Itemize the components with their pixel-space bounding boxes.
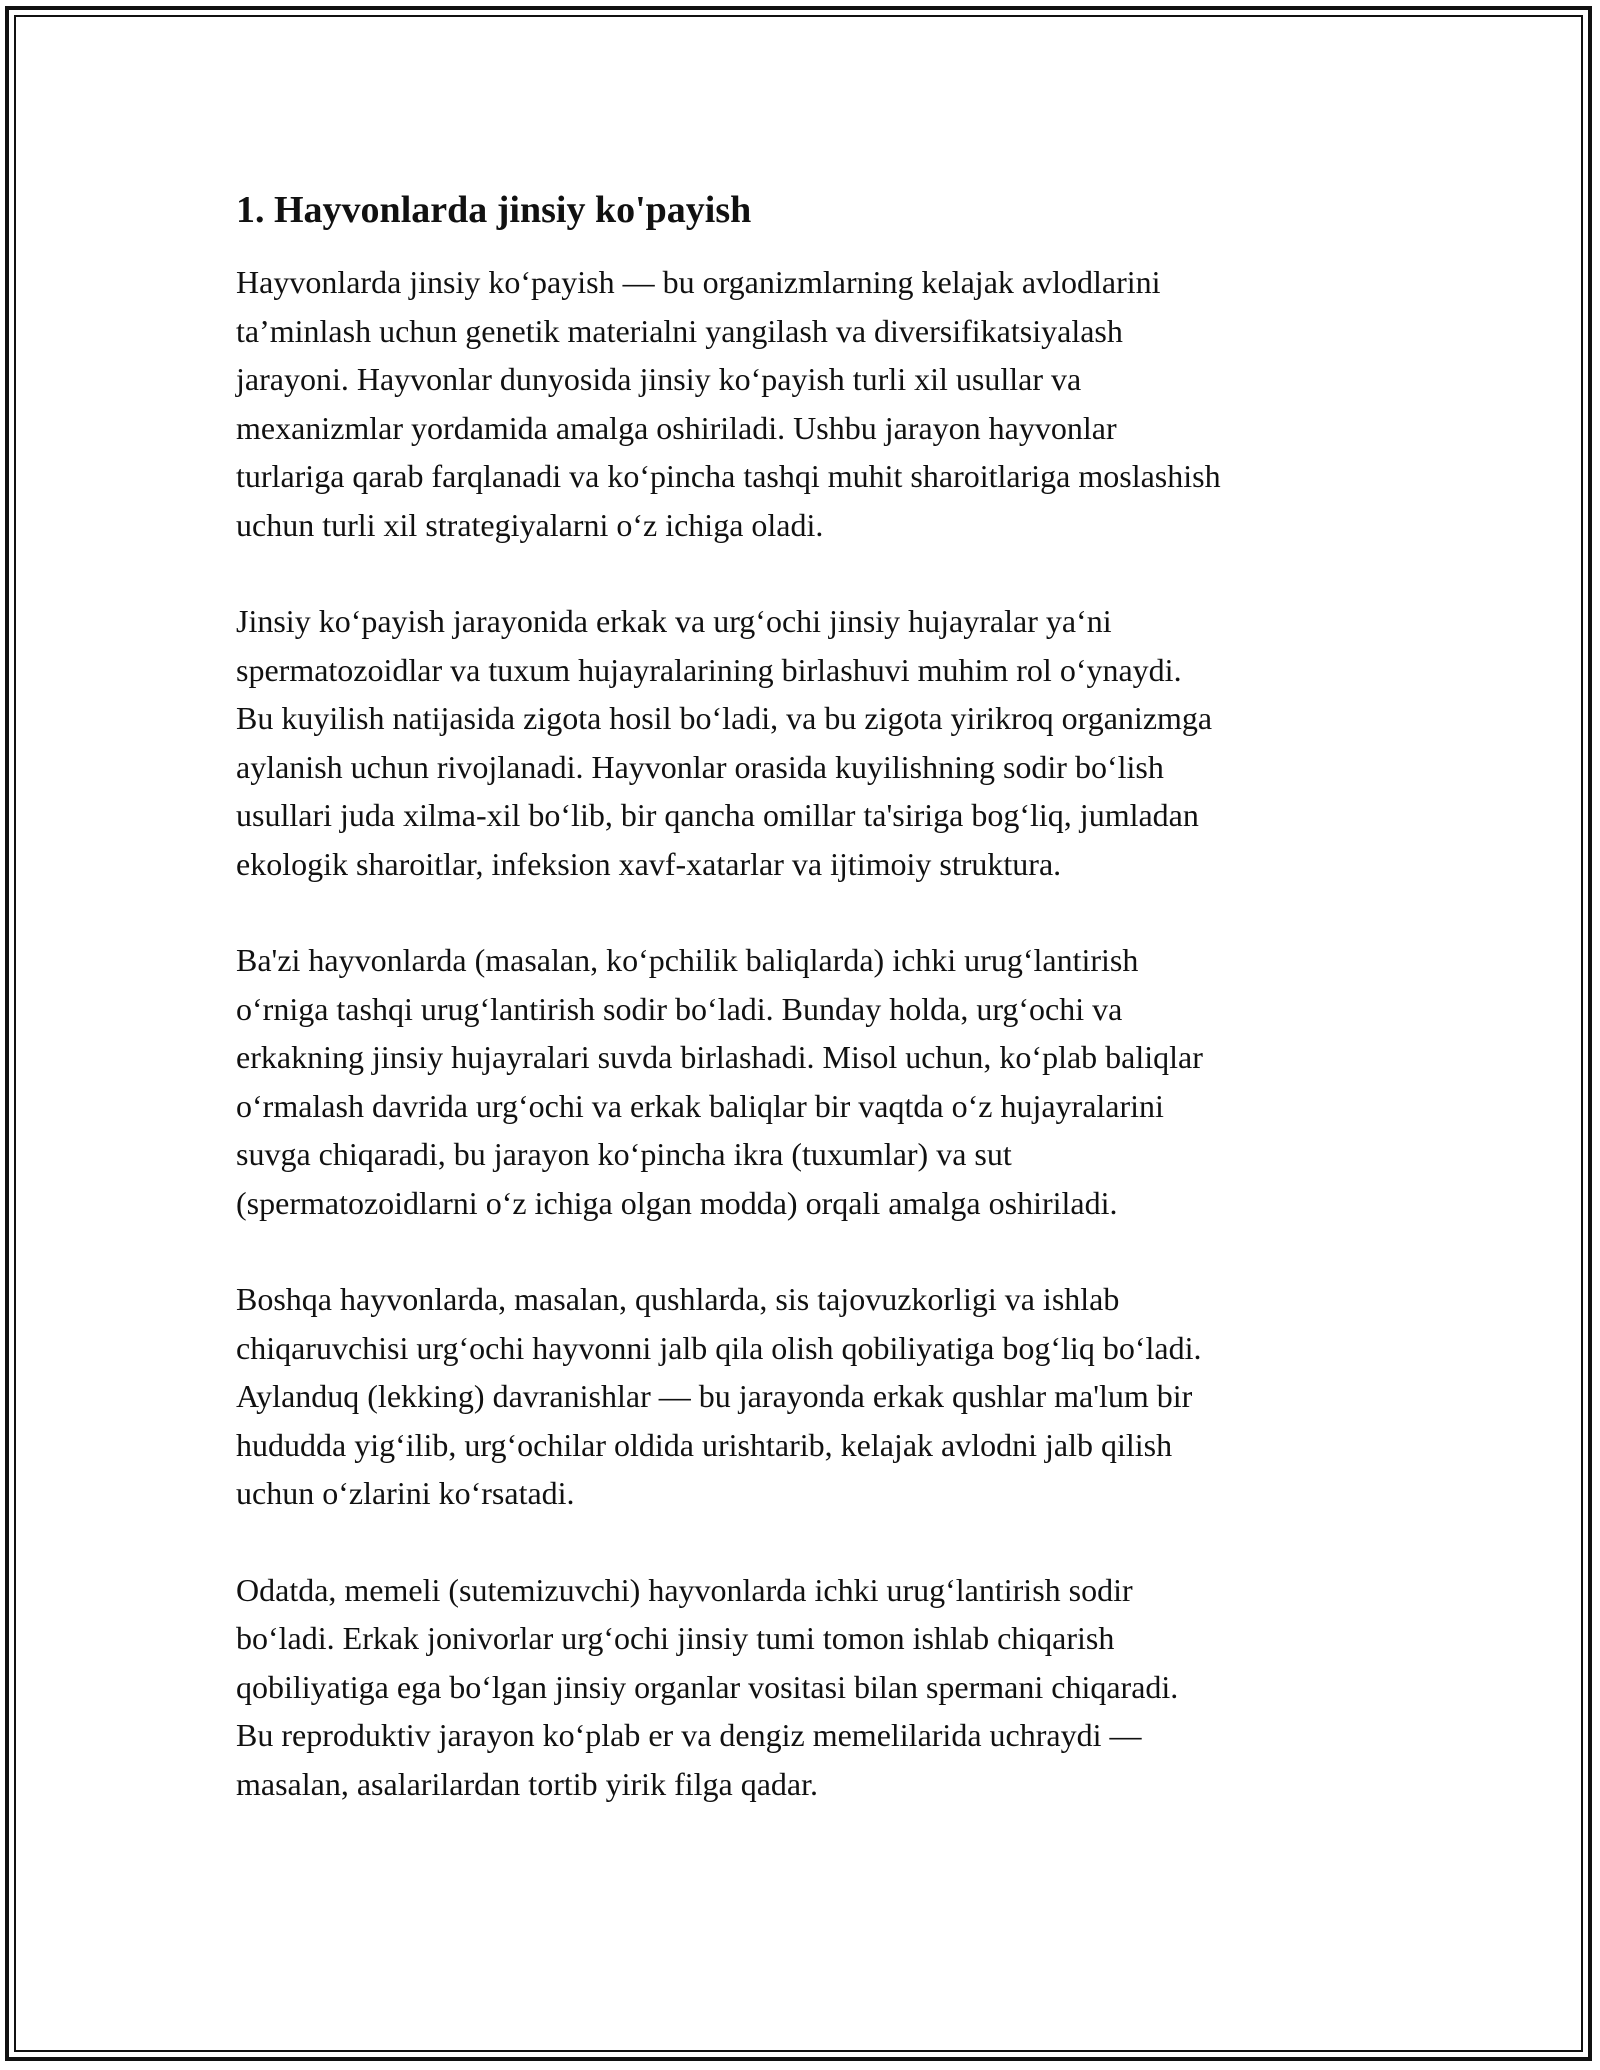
text-line: mexanizmlar yordamida amalga oshiriladi. Ushbu jarayon hayvonlar bbox=[236, 409, 1117, 446]
text-line: hududda yig‘ilib, urg‘ochilar oldida urishtarib, kelajak avlodni jalb qilish bbox=[236, 1426, 1173, 1463]
text-line: Hayvonlarda jinsiy ko‘payish — bu organizmlarning kelajak avlodlarini bbox=[236, 264, 1161, 300]
text-line: usullari juda xilma-xil bo‘lib, bir qancha omillar ta'siriga bog‘liq, jumladan bbox=[236, 797, 1199, 833]
text-line: Ba'zi hayvonlarda (masalan, ko‘pchilik baliqlarda) ichki urug‘lantirish bbox=[236, 942, 1139, 978]
text-line: bo‘ladi. Erkak jonivorlar urg‘ochi jinsiy tumi tomon ishlab chiqarish bbox=[236, 1620, 1115, 1656]
text-line: aylanish uchun rivojlanadi. Hayvonlar orasida kuyilishning sodir bo‘lish bbox=[236, 748, 1164, 785]
text-line: spermatozoidlar va tuxum hujayralarining birlashuvi muhim rol o‘ynaydi. bbox=[236, 651, 1182, 688]
text-line: (spermatozoidlarni o‘z ichiga olgan modda) orqali amalga oshiriladi. bbox=[236, 1184, 1118, 1221]
paragraph-5 bbox=[236, 1566, 1366, 1809]
text-line: o‘rniga tashqi urug‘lantirish sodir bo‘ladi. Bunday holda, urg‘ochi va bbox=[236, 990, 1123, 1027]
text-line: uchun turli xil strategiyalarni o‘z ichiga oladi. bbox=[236, 506, 824, 543]
paragraph-4 bbox=[236, 1275, 1366, 1518]
text-line: masalan, asalarilardan tortib yirik filga qadar. bbox=[236, 1765, 818, 1802]
section-heading: 1. Hayvonlarda jinsiy ko'payish bbox=[236, 189, 752, 231]
text-line: erkakning jinsiy hujayralari suvda birlashadi. Misol uchun, ko‘plab baliqlar bbox=[236, 1039, 1203, 1075]
text-line: qobiliyatiga ega bo‘lgan jinsiy organlar vositasi bilan spermani chiqaradi. bbox=[236, 1668, 1179, 1705]
paragraph-3 bbox=[236, 936, 1366, 1227]
text-line: Jinsiy ko‘payish jarayonida erkak va urg‘ochi jinsiy hujayralar ya‘ni bbox=[236, 603, 1112, 639]
text-line: ekologik sharoitlar, infeksion xavf-xatarlar va ijtimoiy struktura. bbox=[236, 845, 1062, 882]
document-body bbox=[236, 186, 1366, 1856]
text-line: suvga chiqaradi, bu jarayon ko‘pincha ikra (tuxumlar) va sut bbox=[236, 1136, 1012, 1172]
text-line: ta’minlash uchun genetik materialni yangilash va diversifikatsiyalash bbox=[236, 312, 1123, 349]
text-line: Boshqa hayvonlarda, masalan, qushlarda, sis tajovuzkorligi va ishlab bbox=[236, 1281, 1120, 1317]
text-line: turlariga qarab farqlanadi va ko‘pincha tashqi muhit sharoitlariga moslashish bbox=[236, 458, 1221, 494]
text-line: Aylanduq (lekking) davranishlar — bu jarayonda erkak qushlar ma'lum bir bbox=[236, 1378, 1193, 1414]
text-line: Odatda, memeli (sutemizuvchi) hayvonlarda ichki urug‘lantirish sodir bbox=[236, 1571, 1133, 1608]
text-line: jarayoni. Hayvonlar dunyosida jinsiy ko‘payish turli xil usullar va bbox=[236, 361, 1082, 397]
paragraph-2 bbox=[236, 597, 1366, 888]
text-line: Bu kuyilish natijasida zigota hosil bo‘ladi, va bu zigota yirikroq organizmga bbox=[236, 700, 1213, 736]
text-line: o‘rmalash davrida urg‘ochi va erkak baliqlar bir vaqtda o‘z hujayralarini bbox=[236, 1087, 1164, 1124]
text-line: uchun o‘zlarini ko‘rsatadi. bbox=[236, 1475, 575, 1511]
paragraph-1 bbox=[236, 258, 1366, 549]
text-line: Bu reproduktiv jarayon ko‘plab er va dengiz memelilarida uchraydi — bbox=[236, 1717, 1142, 1753]
text-line: chiqaruvchisi urg‘ochi hayvonni jalb qila olish qobiliyatiga bog‘liq bo‘ladi. bbox=[236, 1329, 1202, 1366]
